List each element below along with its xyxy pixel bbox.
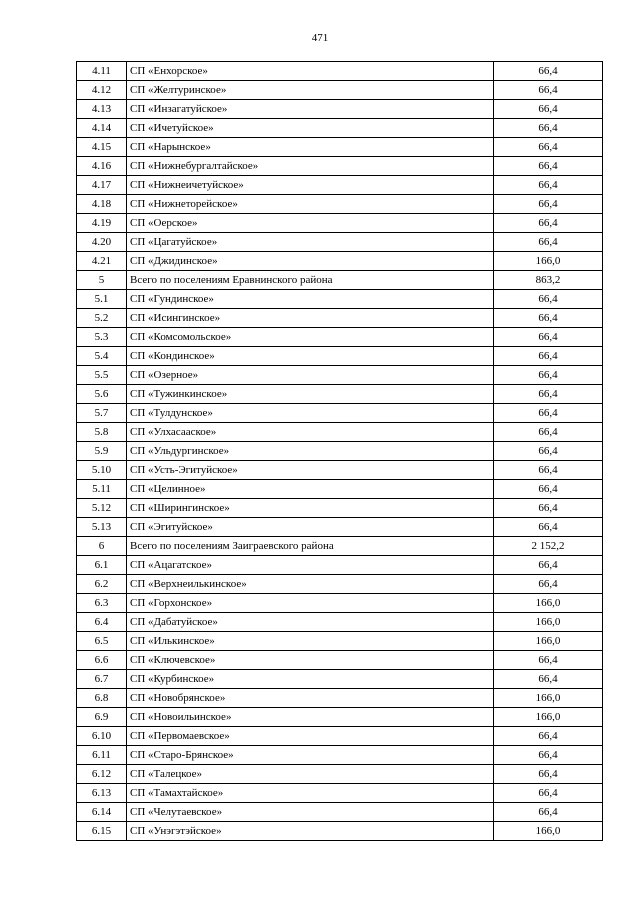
settlement-name-cell: СП «Старо-Брянское» xyxy=(127,746,494,765)
amount-cell: 66,4 xyxy=(494,461,603,480)
row-number-cell: 6.15 xyxy=(77,822,127,841)
row-number-cell: 6.6 xyxy=(77,651,127,670)
row-number-cell: 5.5 xyxy=(77,366,127,385)
amount-cell: 66,4 xyxy=(494,138,603,157)
amount-cell: 66,4 xyxy=(494,651,603,670)
row-number-cell: 6.7 xyxy=(77,670,127,689)
table-row xyxy=(77,404,603,423)
table-row xyxy=(77,81,603,100)
settlement-name-cell: СП «Нижнеторейское» xyxy=(127,195,494,214)
row-number-cell: 6.5 xyxy=(77,632,127,651)
settlement-name-cell: СП «Джидинское» xyxy=(127,252,494,271)
amount-cell: 66,4 xyxy=(494,81,603,100)
row-number-cell: 4.14 xyxy=(77,119,127,138)
settlement-name-cell: СП «Исингинское» xyxy=(127,309,494,328)
row-number-cell: 5.13 xyxy=(77,518,127,537)
row-number-cell: 5.10 xyxy=(77,461,127,480)
amount-cell: 66,4 xyxy=(494,404,603,423)
table-row xyxy=(77,195,603,214)
table-row xyxy=(77,309,603,328)
settlement-name-cell: СП «Эгитуйское» xyxy=(127,518,494,537)
settlement-name-cell: СП «Енхорское» xyxy=(127,62,494,81)
amount-cell: 66,4 xyxy=(494,62,603,81)
table-row xyxy=(77,157,603,176)
amount-cell: 66,4 xyxy=(494,309,603,328)
row-number-cell: 4.19 xyxy=(77,214,127,233)
amount-cell: 66,4 xyxy=(494,119,603,138)
row-number-cell: 4.11 xyxy=(77,62,127,81)
row-number-cell: 5.12 xyxy=(77,499,127,518)
amount-cell: 66,4 xyxy=(494,176,603,195)
table-row xyxy=(77,138,603,157)
amount-cell: 863,2 xyxy=(494,271,603,290)
table-row xyxy=(77,784,603,803)
settlement-name-cell: СП «Первомаевское» xyxy=(127,727,494,746)
amount-cell: 66,4 xyxy=(494,385,603,404)
page-number: 471 xyxy=(311,32,329,44)
table-row xyxy=(77,328,603,347)
table-row xyxy=(77,689,603,708)
table-row xyxy=(77,100,603,119)
settlement-name-cell: СП «Дабатуйское» xyxy=(127,613,494,632)
settlement-name-cell: СП «Нарынское» xyxy=(127,138,494,157)
row-number-cell: 5.2 xyxy=(77,309,127,328)
settlement-name-cell: Всего по поселениям Заиграевского района xyxy=(127,537,494,556)
amount-cell: 166,0 xyxy=(494,613,603,632)
settlement-name-cell: СП «Комсомольское» xyxy=(127,328,494,347)
table-row xyxy=(77,499,603,518)
settlement-name-cell: СП «Талецкое» xyxy=(127,765,494,784)
amount-cell: 66,4 xyxy=(494,442,603,461)
settlement-name-cell: СП «Илькинское» xyxy=(127,632,494,651)
row-number-cell: 5.1 xyxy=(77,290,127,309)
table-row xyxy=(77,594,603,613)
settlement-name-cell: СП «Тамахтайское» xyxy=(127,784,494,803)
table-row xyxy=(77,632,603,651)
table-row xyxy=(77,765,603,784)
table-row xyxy=(77,822,603,841)
settlement-name-cell: СП «Новоильинское» xyxy=(127,708,494,727)
row-number-cell: 5.6 xyxy=(77,385,127,404)
amount-cell: 166,0 xyxy=(494,822,603,841)
amount-cell: 166,0 xyxy=(494,708,603,727)
amount-cell: 166,0 xyxy=(494,594,603,613)
amount-cell: 66,4 xyxy=(494,746,603,765)
table-row xyxy=(77,556,603,575)
row-number-cell: 4.15 xyxy=(77,138,127,157)
table-row xyxy=(77,518,603,537)
row-number-cell: 5.11 xyxy=(77,480,127,499)
table-row xyxy=(77,233,603,252)
amount-cell: 66,4 xyxy=(494,366,603,385)
allocation-table xyxy=(76,61,603,841)
settlement-name-cell: Всего по поселениям Еравнинского района xyxy=(127,271,494,290)
settlement-name-cell: СП «Кондинское» xyxy=(127,347,494,366)
table-row xyxy=(77,271,603,290)
settlement-name-cell: СП «Верхнеилькинское» xyxy=(127,575,494,594)
settlement-name-cell: СП «Новобрянское» xyxy=(127,689,494,708)
row-number-cell: 4.17 xyxy=(77,176,127,195)
row-number-cell: 6.4 xyxy=(77,613,127,632)
amount-cell: 66,4 xyxy=(494,157,603,176)
table-row xyxy=(77,214,603,233)
settlement-name-cell: СП «Усть-Эгитуйское» xyxy=(127,461,494,480)
row-number-cell: 5 xyxy=(77,271,127,290)
row-number-cell: 6.13 xyxy=(77,784,127,803)
table-body xyxy=(77,62,603,841)
row-number-cell: 5.4 xyxy=(77,347,127,366)
table-row xyxy=(77,651,603,670)
settlement-name-cell: СП «Цагатуйское» xyxy=(127,233,494,252)
row-number-cell: 6.14 xyxy=(77,803,127,822)
amount-cell: 2 152,2 xyxy=(494,537,603,556)
settlement-name-cell: СП «Тужинкинское» xyxy=(127,385,494,404)
table-row xyxy=(77,290,603,309)
table-row xyxy=(77,252,603,271)
table-row xyxy=(77,442,603,461)
settlement-name-cell: СП «Гундинское» xyxy=(127,290,494,309)
settlement-name-cell: СП «Тулдунское» xyxy=(127,404,494,423)
amount-cell: 66,4 xyxy=(494,423,603,442)
table-row xyxy=(77,385,603,404)
row-number-cell: 6.12 xyxy=(77,765,127,784)
table-row xyxy=(77,366,603,385)
amount-cell: 66,4 xyxy=(494,575,603,594)
settlement-name-cell: СП «Целинное» xyxy=(127,480,494,499)
table-row xyxy=(77,746,603,765)
settlement-name-cell: СП «Ульдургинское» xyxy=(127,442,494,461)
amount-cell: 66,4 xyxy=(494,233,603,252)
settlement-name-cell: СП «Ичетуйское» xyxy=(127,119,494,138)
row-number-cell: 6.3 xyxy=(77,594,127,613)
table-row xyxy=(77,727,603,746)
table-row xyxy=(77,461,603,480)
settlement-name-cell: СП «Ширингинское» xyxy=(127,499,494,518)
settlement-name-cell: СП «Ключевское» xyxy=(127,651,494,670)
settlement-name-cell: СП «Унэгэтэйское» xyxy=(127,822,494,841)
settlement-name-cell: СП «Курбинское» xyxy=(127,670,494,689)
row-number-cell: 4.12 xyxy=(77,81,127,100)
table-row xyxy=(77,119,603,138)
amount-cell: 66,4 xyxy=(494,290,603,309)
row-number-cell: 5.9 xyxy=(77,442,127,461)
amount-cell: 66,4 xyxy=(494,518,603,537)
settlement-name-cell: СП «Нижнеичетуйское» xyxy=(127,176,494,195)
row-number-cell: 4.18 xyxy=(77,195,127,214)
settlement-name-cell: СП «Озерное» xyxy=(127,366,494,385)
row-number-cell: 4.20 xyxy=(77,233,127,252)
settlement-name-cell: СП «Челутаевское» xyxy=(127,803,494,822)
amount-cell: 66,4 xyxy=(494,670,603,689)
amount-cell: 166,0 xyxy=(494,252,603,271)
amount-cell: 66,4 xyxy=(494,100,603,119)
row-number-cell: 6.8 xyxy=(77,689,127,708)
table-row xyxy=(77,575,603,594)
table-row xyxy=(77,708,603,727)
settlement-name-cell: СП «Горхонское» xyxy=(127,594,494,613)
settlement-name-cell: СП «Ацагатское» xyxy=(127,556,494,575)
table-row xyxy=(77,62,603,81)
settlement-name-cell: СП «Инзагатуйское» xyxy=(127,100,494,119)
table-row xyxy=(77,423,603,442)
table-row xyxy=(77,670,603,689)
row-number-cell: 5.3 xyxy=(77,328,127,347)
amount-cell: 166,0 xyxy=(494,632,603,651)
amount-cell: 66,4 xyxy=(494,727,603,746)
row-number-cell: 5.7 xyxy=(77,404,127,423)
amount-cell: 166,0 xyxy=(494,689,603,708)
row-number-cell: 6.9 xyxy=(77,708,127,727)
table-row xyxy=(77,537,603,556)
amount-cell: 66,4 xyxy=(494,347,603,366)
row-number-cell: 4.16 xyxy=(77,157,127,176)
amount-cell: 66,4 xyxy=(494,328,603,347)
table-row xyxy=(77,347,603,366)
table-row xyxy=(77,613,603,632)
amount-cell: 66,4 xyxy=(494,499,603,518)
row-number-cell: 6.10 xyxy=(77,727,127,746)
row-number-cell: 6.1 xyxy=(77,556,127,575)
amount-cell: 66,4 xyxy=(494,214,603,233)
table-row xyxy=(77,480,603,499)
row-number-cell: 6.11 xyxy=(77,746,127,765)
table-row xyxy=(77,803,603,822)
table-row xyxy=(77,176,603,195)
amount-cell: 66,4 xyxy=(494,480,603,499)
amount-cell: 66,4 xyxy=(494,556,603,575)
row-number-cell: 6 xyxy=(77,537,127,556)
row-number-cell: 4.21 xyxy=(77,252,127,271)
settlement-name-cell: СП «Улхасаaское» xyxy=(127,423,494,442)
settlement-name-cell: СП «Оерское» xyxy=(127,214,494,233)
amount-cell: 66,4 xyxy=(494,803,603,822)
row-number-cell: 6.2 xyxy=(77,575,127,594)
settlement-name-cell: СП «Нижнебургалтайское» xyxy=(127,157,494,176)
amount-cell: 66,4 xyxy=(494,195,603,214)
amount-cell: 66,4 xyxy=(494,765,603,784)
settlement-name-cell: СП «Желтуринское» xyxy=(127,81,494,100)
row-number-cell: 5.8 xyxy=(77,423,127,442)
amount-cell: 66,4 xyxy=(494,784,603,803)
row-number-cell: 4.13 xyxy=(77,100,127,119)
